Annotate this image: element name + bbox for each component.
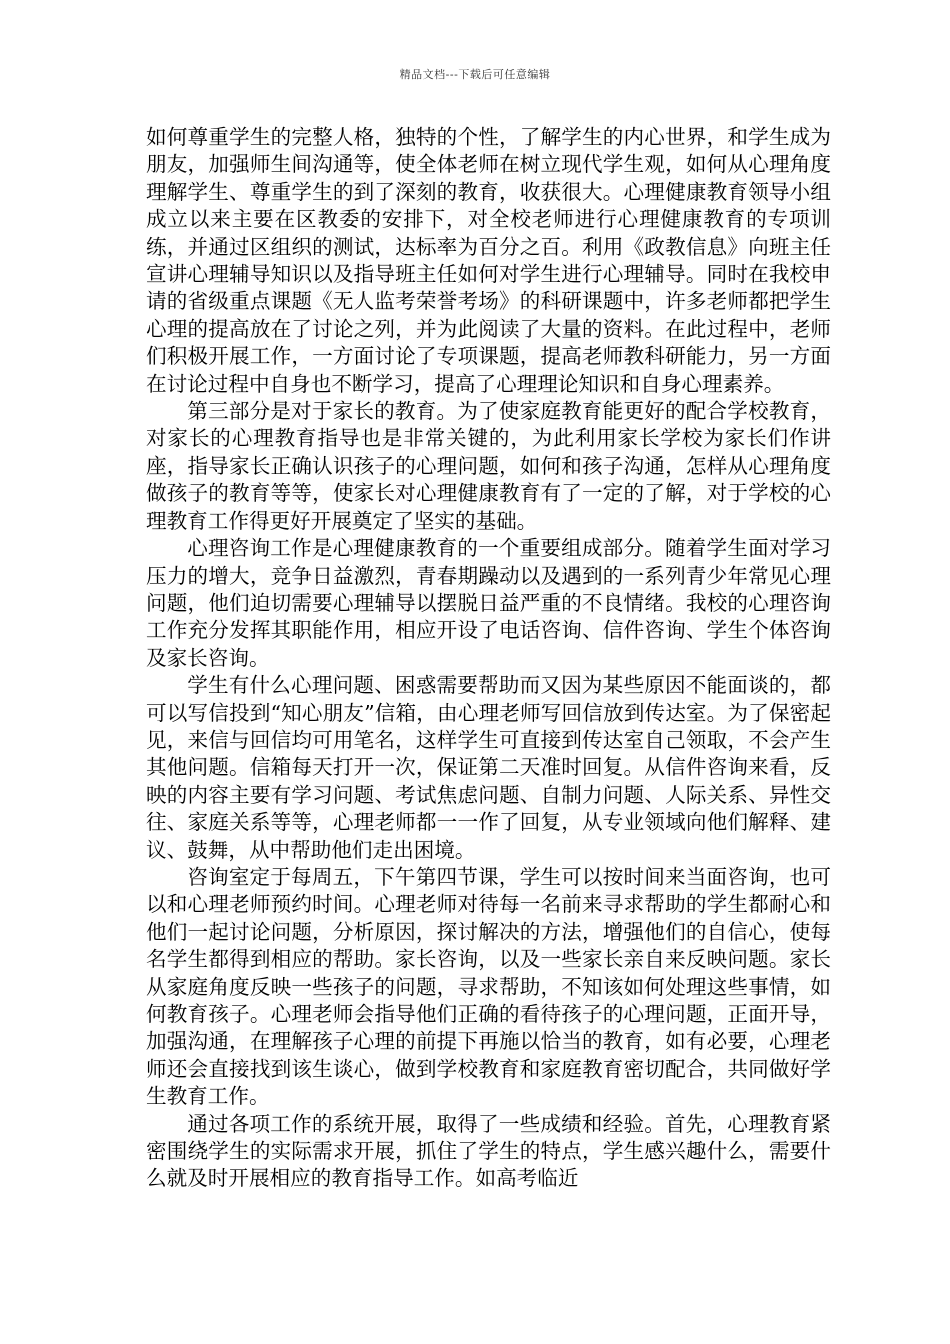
paragraph-continuation: 如何尊重学生的完整人格，独特的个性，了解学生的内心世界，和学生成为朋友，加强师生间沟通等，使全体老师在树立现代学生观，如何从心理角度理解学生、尊重学生的到了深刻的教育，收获很大。心理健康教育领导小组成立以来主要在区教委的安排下，对全校老师进行心理健康教育的专项训练，并通过区组织的测试，达标率为百分之百。利用《政教信息》向班主任宣讲心理辅导知识以及指导班主任如何对学生进行心理辅导。同时在我校申请的省级重点课题《无人监考荣誉考场》的科研课题中，许多老师都把学生心理的提高放在了讨论之列，并为此阅读了大量的资料。在此过程中，老师们积极开展工作，一方面讨论了专项课题，提高老师教科研能力，另一方面在讨论过程中自身也不断学习，提高了心理理论知识和自身心理素养。: [146, 125, 831, 396]
paragraph-counseling-overview: 心理咨询工作是心理健康教育的一个重要组成部分。随着学生面对学习压力的增大，竞争日益激烈，青春期躁动以及遇到的一系列青少年常见心理问题，他们迫切需要心理辅导以摆脱日益严重的不良情绪。我校的心理咨询工作充分发挥其职能作用，相应开设了电话咨询、信件咨询、学生个体咨询及家长咨询。: [146, 536, 831, 670]
document-body: [146, 124, 831, 1193]
paragraph-counseling-room: 咨询室定于每周五，下午第四节课，学生可以按时间来当面咨询，也可以和心理老师预约时间。心理老师对待每一名前来寻求帮助的学生都耐心和他们一起讨论问题，分析原因，探讨解决的方法，增强他们的自信心，使每名学生都得到相应的帮助。家长咨询，以及一些家长亲自来反映问题。家长从家庭角度反映一些孩子的问题，寻求帮助，不知该如何处理这些事情，如何教育孩子。心理老师会指导他们正确的看待孩子的心理问题，正面开导，加强沟通，在理解孩子心理的前提下再施以恰当的教育，如有必要，心理老师还会直接找到该生谈心，做到学校教育和家庭教育密切配合，共同做好学生教育工作。: [146, 864, 831, 1109]
paragraph-letter-counseling: 学生有什么心理问题、困惑需要帮助而又因为某些原因不能面谈的，都可以写信投到“知心朋友”信箱，由心理老师写回信放到传达室。为了保密起见，来信与回信均可用笔名，这样学生可直接到传达室自己领取，不会产生其他问题。信箱每天打开一次，保证第二天准时回复。从信件咨询来看，反映的内容主要有学习问题、考试焦虑问题、自制力问题、人际关系、异性交往、家庭关系等等，心理老师都一一作了回复，从专业领域向他们解释、建议、鼓舞，从中帮助他们走出困境。: [146, 673, 831, 862]
paragraph-parent-education: 第三部分是对于家长的教育。为了使家庭教育能更好的配合学校教育，对家长的心理教育指导也是非常关键的，为此利用家长学校为家长们作讲座，指导家长正确认识孩子的心理问题，如何和孩子沟通，怎样从心理角度做孩子的教育等等，使家长对心理健康教育有了一定的了解，对于学校的心理教育工作得更好开展奠定了坚实的基础。: [146, 399, 831, 533]
paragraph-achievements: 通过各项工作的系统开展，取得了一些成绩和经验。首先，心理教育紧密围绕学生的实际需求开展，抓住了学生的特点，学生感兴趣什么，需要什么就及时开展相应的教育指导工作。如高考临近: [146, 1111, 831, 1191]
page-header: 精品文档---下载后可任意编辑: [399, 68, 551, 81]
